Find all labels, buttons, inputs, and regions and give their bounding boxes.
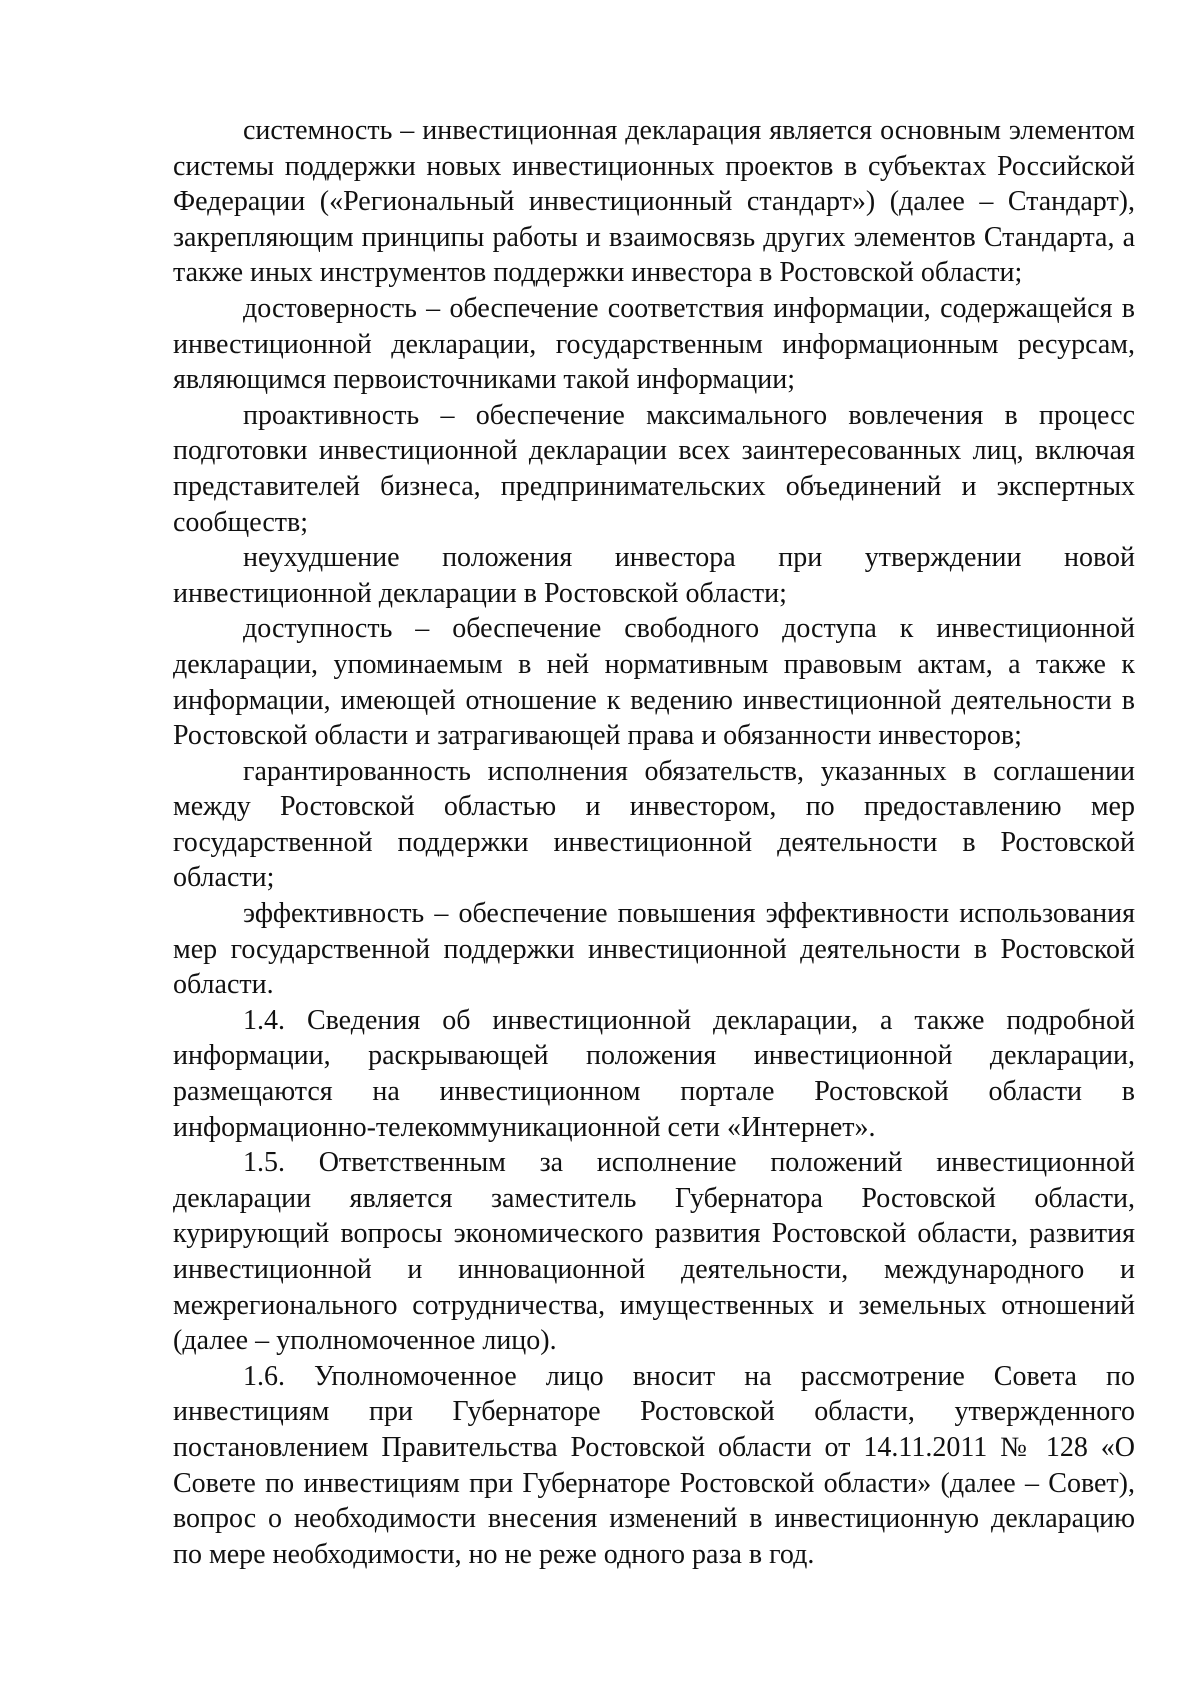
document-body	[173, 113, 1135, 1572]
paragraph-proaktivnost: проактивность – обеспечение максимального вовлечения в процесс подготовки инвестиционной декларации всех заинтересованных лиц, включая представителей бизнеса, предпринимательских объединений и экспертных сообществ;	[173, 399, 1135, 538]
paragraph-garantirovannost: гарантированность исполнения обязательств, указанных в соглашении между Ростовской областью и инвестором, по предоставлению мер государственной поддержки инвестиционной деятельности в Ростовской области;	[173, 755, 1135, 894]
paragraph-section-1-6: 1.6. Уполномоченное лицо вносит на рассмотрение Совета по инвестициям при Губернаторе Ростовской области, утвержденного постановлением Правительства Ростовской области от 14.11.2011 № 128 «О Совете по инвестициям при Губернаторе Ростовской области» (далее – Совет), вопрос о необходимости внесения изменений в инвестиционную декларацию по мере необходимости, но не реже одного раза в год.	[173, 1360, 1135, 1570]
paragraph-dostovernost: достоверность – обеспечение соответствия информации, содержащейся в инвестиционной декларации, государственным информационным ресурсам, являющимся первоисточниками такой информации;	[173, 292, 1135, 396]
paragraph-systemnost: системность – инвестиционная декларация является основным элементом системы поддержки новых инвестиционных проектов в субъектах Российской Федерации («Региональный инвестиционный стандарт») (далее – Стандарт), закрепляющим принципы работы и взаимосвязь других элементов Стандарта, а также иных инструментов поддержки инвестора в Ростовской области;	[173, 115, 1135, 289]
paragraph-dostupnost: доступность – обеспечение свободного доступа к инвестиционной декларации, упоминаемым в ней нормативным правовым актам, а также к информации, имеющей отношение к ведению инвестиционной деятельности в Ростовской области и затрагивающей права и обязанности инвесторов;	[173, 613, 1135, 752]
paragraph-section-1-5: 1.5. Ответственным за исполнение положений инвестиционной декларации является заместитель Губернатора Ростовской области, курирующий вопросы экономического развития Ростовской области, развития инвестиционной и инновационной деятельности, международного и межрегионального сотрудничества, имущественных и земельных отношений (далее – уполномоченное лицо).	[173, 1147, 1135, 1357]
paragraph-effektivnost: эффективность – обеспечение повышения эффективности использования мер государственной поддержки инвестиционной деятельности в Ростовской области.	[173, 898, 1135, 1001]
paragraph-section-1-4: 1.4. Сведения об инвестиционной декларации, а также подробной информации, раскрывающей положения инвестиционной декларации, размещаются на инвестиционном портале Ростовской области в информационно-телекоммуникационной сети «Интернет».	[173, 1004, 1135, 1143]
paragraph-neukhudshenie: неухудшение положения инвестора при утверждении новой инвестиционной декларации в Ростовской области;	[173, 542, 1135, 609]
